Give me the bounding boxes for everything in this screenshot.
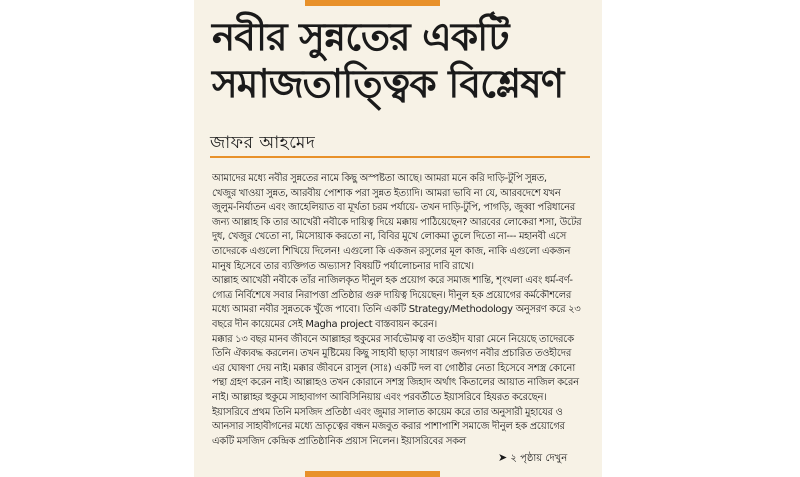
body-line: মক্কার ১৩ বছর মানব জীবনে আল্লাহর হুকুমের সার্বভৌমত্ব বা তওহীদ যারা মেনে নিয়েছে তাদেরকে: [212, 333, 574, 345]
body-line: তাদেরকে এগুলো শিখিয়ে দিলেন! এগুলো কি একজন রসুলের মূল কাজ, নাকি এগুলো একজন: [212, 245, 571, 257]
body-line: একটি মসজিদ কেন্দ্রিক প্রাতিষ্ঠানিক প্রয়াস নিলেন। ইয়াসরিবের সকল: [212, 435, 466, 447]
article-headline: [212, 14, 592, 108]
bottom-accent-bar: [305, 471, 440, 477]
body-line: আনসার সাহাবীগনের মধ্যে ভ্রাতৃত্বের বন্ধন মজবুত করার পাশাপাশি সমাজে দীনুল হক প্রয়োগের: [212, 421, 565, 433]
body-line: জন্য আল্লাহ কি তার আখেরী নবীকে দায়িত্ব দিয়ে মক্কায় পাঠিয়েছেন? আরবের লোকেরা শসা, উটের: [212, 216, 582, 228]
body-line: মানুষ হিসেবে তার ব্যক্তিগত অভ্যাস? বিষয়টি পর্যালোচনার দাবি রাখে।: [212, 260, 474, 272]
headline-line-2: সমাজতাত্ত্বিক বিশ্লেষণ: [212, 62, 564, 107]
body-line: মধ্যে আমরা নবীর সুন্নতকে খুঁজে পাবো। তিনি একটি Strategy/Methodology অনুসরণ করে ২৩: [212, 304, 581, 316]
continue-arrow-icon: ➤: [498, 451, 508, 464]
body-line: গোত্র নির্বিশেষে সবার নিরাপত্তা প্রতিষ্ঠার গুরু দায়িত্ব দিয়েছেন। দীনুল হক প্রয়োগের কর্মকৌশলের: [212, 289, 572, 301]
byline-divider: [210, 156, 590, 158]
body-line: খেজুর খাওয়া সুন্নত, আরবীয় পোশাক পরা সুন্নত ইত্যাদি। আমরা ভাবি না যে, আরবদেশে যখন: [212, 187, 561, 199]
top-accent-bar: [305, 0, 440, 6]
headline-line-1: নবীর সুন্নতের একটি: [212, 15, 509, 60]
body-line: নাই। আল্লাহর হুকুমে সাহাবাগণ আবিসিনিয়ায় এবং পরবর্তীতে ইয়াসরিবে হিযরত করেছেন।: [212, 391, 547, 403]
body-line: জুলুম-নির্যাতন এবং জাহেলিয়াত বা মূর্খতা চরম পর্যায়ে- তখন দাড়ি-টুপি, পাগড়ি, জুব্বা পরিধানের: [212, 202, 575, 214]
author-byline: জাফর আহমেদ: [210, 133, 316, 153]
body-line: এর ঘোষণা দেয় নাই। মক্কার জীবনে রাসুল (সাঃ) একটি দল বা গোষ্ঠীর নেতা হিসেবে সশস্ত্র কোনো: [212, 362, 575, 374]
body-line: আমাদের মধ্যে নবীর সুন্নতের নামে কিছু অস্পষ্টতা আছে। আমরা মনে করি দাড়ি-টুপি সুন্নত,: [212, 173, 547, 184]
body-line: বছরে দীন কায়েমের সেই Magha project বাস্তবায়ন করেন।: [212, 318, 437, 330]
continued-note[interactable]: [498, 451, 567, 468]
body-line: দুধ, খেজুর খেতো না, মিসোয়াক করতো না, বিবির মুখে লোকমা তুলে দিতো না--- মহানবী এসে: [212, 231, 567, 243]
body-line: তিনি ঐক্যবদ্ধ করলেন। তখন মুষ্টিমেয় কিছু সাহাবী ছাড়া সাধারণ জনগণ নবীর প্রচারিত তওহীদের: [212, 348, 571, 360]
body-line: ইয়াসরিবে প্রথম তিনি মসজিদ প্রতিষ্ঠা এবং জুমার সালাত কায়েম করে তার অনুসারী মুহাযের ও: [212, 406, 563, 418]
continued-text: ২ পৃষ্ঠায় দেখুন: [510, 453, 568, 464]
body-line: পন্থা গ্রহণ করেন নাই। আল্লাহও তখন কোরানে সশস্ত্র জিহাদ অর্থাৎ কিতালের আয়াত নাজিল করেন: [212, 377, 579, 389]
article-body: [212, 172, 588, 449]
body-line: আল্লাহ আখেরী নবীকে তাঁর নাজিলকৃত দীনুল হক প্রয়োগ করে সমাজ শান্তি, শৃংখলা এবং ধর্ম-বর্ণ-: [212, 275, 573, 287]
